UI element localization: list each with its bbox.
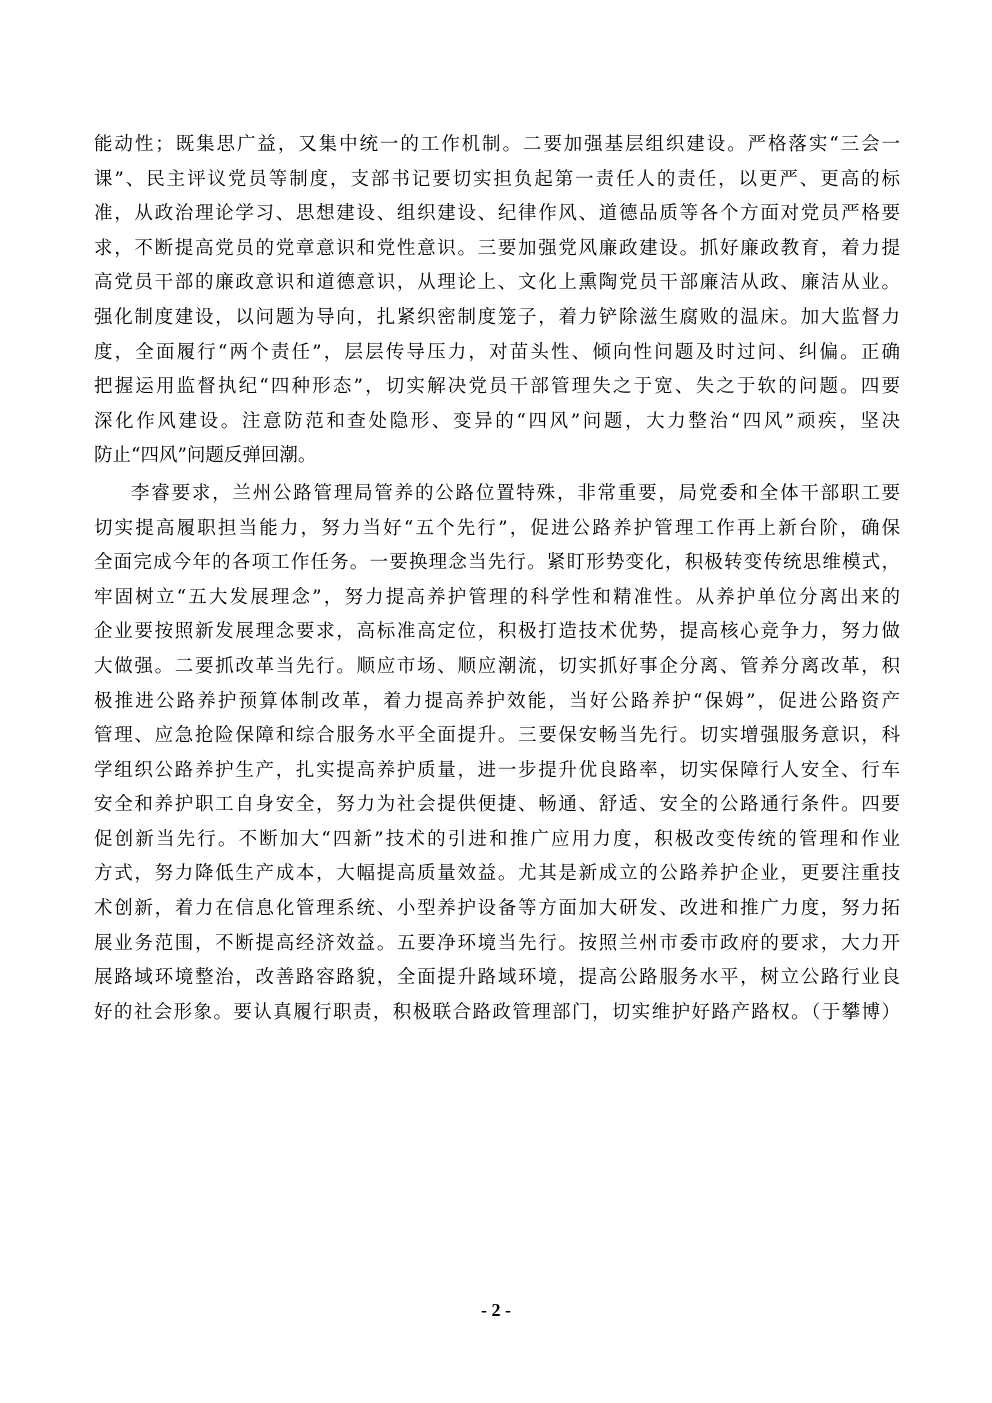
paragraph-line: 大做强。二要抓改革当先行。顺应市场、顺应潮流，切实抓好事企分离、管养分离改革，积	[94, 655, 900, 677]
page-number: - 2 -	[481, 1300, 511, 1320]
paragraph-line: 高党员干部的廉政意识和道德意识，从理论上、文化上熏陶党员干部廉洁从政、廉洁从业。	[94, 272, 900, 294]
paragraph-line: 能动性；既集思广益，又集中统一的工作机制。二要加强基层组织建设。严格落实“三会一	[94, 134, 900, 155]
paragraph-line: 安全和养护职工自身安全，努力为社会提供便捷、畅通、舒适、安全的公路通行条件。四要	[94, 794, 900, 816]
paragraph-line: 度，全面履行“两个责任”，层层传导压力，对苗头性、倾向性问题及时过问、纠偏。正确	[94, 341, 900, 363]
paragraph-line: 深化作风建设。注意防范和查处隐形、变异的“四风”问题，大力整治“四风”顽疾，坚决	[94, 410, 900, 432]
paragraph-line: 展业务范围，不断提高经济效益。五要净环境当先行。按照兰州市委市政府的要求，大力开	[94, 932, 900, 954]
paragraph-line: 李睿要求，兰州公路管理局管养的公路位置特殊，非常重要，局党委和全体干部职工要	[131, 482, 900, 504]
paragraph-line: 学组织公路养护生产，扎实提高养护质量，进一步提升优良路率，切实保障行人安全、行车	[94, 759, 900, 781]
paragraph-1	[94, 128, 900, 474]
paragraph-line: 课”、民主评议党员等制度，支部书记要切实担负起第一责任人的责任，以更严、更高的标	[94, 168, 900, 190]
document-body	[94, 128, 900, 1030]
paragraph-line: 企业要按照新发展理念要求，高标准高定位，积极打造技术优势，提高核心竞争力，努力做	[94, 621, 900, 643]
paragraph-2	[94, 477, 900, 1031]
paragraph-line: 把握运用监督执纪“四种形态”，切实解决党员干部管理失之于宽、失之于软的问题。四要	[94, 376, 900, 398]
paragraph-line: 极推进公路养护预算体制改革，着力提高养护效能，当好公路养护“保姆”，促进公路资产	[94, 690, 900, 712]
paragraph-line: 促创新当先行。不断加大“四新”技术的引进和推广应用力度，积极改变传统的管理和作业	[94, 828, 900, 850]
paragraph-line: 全面完成今年的各项工作任务。一要换理念当先行。紧盯形势变化，积极转变传统思维模式，	[94, 552, 900, 574]
paragraph-line: 管理、应急抢险保障和综合服务水平全面提升。三要保安畅当先行。切实增强服务意识，科	[94, 725, 900, 747]
paragraph-line: 强化制度建设，以问题为导向，扎紧织密制度笼子，着力铲除滋生腐败的温床。加大监督力	[94, 306, 900, 328]
paragraph-line: 好的社会形象。要认真履行职责，积极联合路政管理部门，切实维护好路产路权。（于攀博）	[94, 1001, 900, 1023]
paragraph-line: 牢固树立“五大发展理念”，努力提高养护管理的科学性和精准性。从养护单位分离出来的	[94, 586, 900, 608]
paragraph-line: 术创新，着力在信息化管理系统、小型养护设备等方面加大研发、改进和推广力度，努力拓	[94, 898, 900, 920]
paragraph-line: 准，从政治理论学习、思想建设、组织建设、纪律作风、道德品质等各个方面对党员严格要	[94, 203, 900, 225]
paragraph-line: 求，不断提高党员的党章意识和党性意识。三要加强党风廉政建设。抓好廉政教育，着力提	[94, 237, 900, 259]
paragraph-line: 防止“四风”问题反弹回潮。	[94, 445, 317, 467]
paragraph-line: 方式，努力降低生产成本，大幅提高质量效益。尤其是新成立的公路养护企业，更要注重技	[94, 863, 900, 885]
paragraph-line: 切实提高履职担当能力，努力当好“五个先行”，促进公路养护管理工作再上新台阶，确保	[94, 517, 900, 539]
paragraph-line: 展路域环境整治，改善路容路貌，全面提升路域环境，提高公路服务水平，树立公路行业良	[94, 967, 900, 989]
